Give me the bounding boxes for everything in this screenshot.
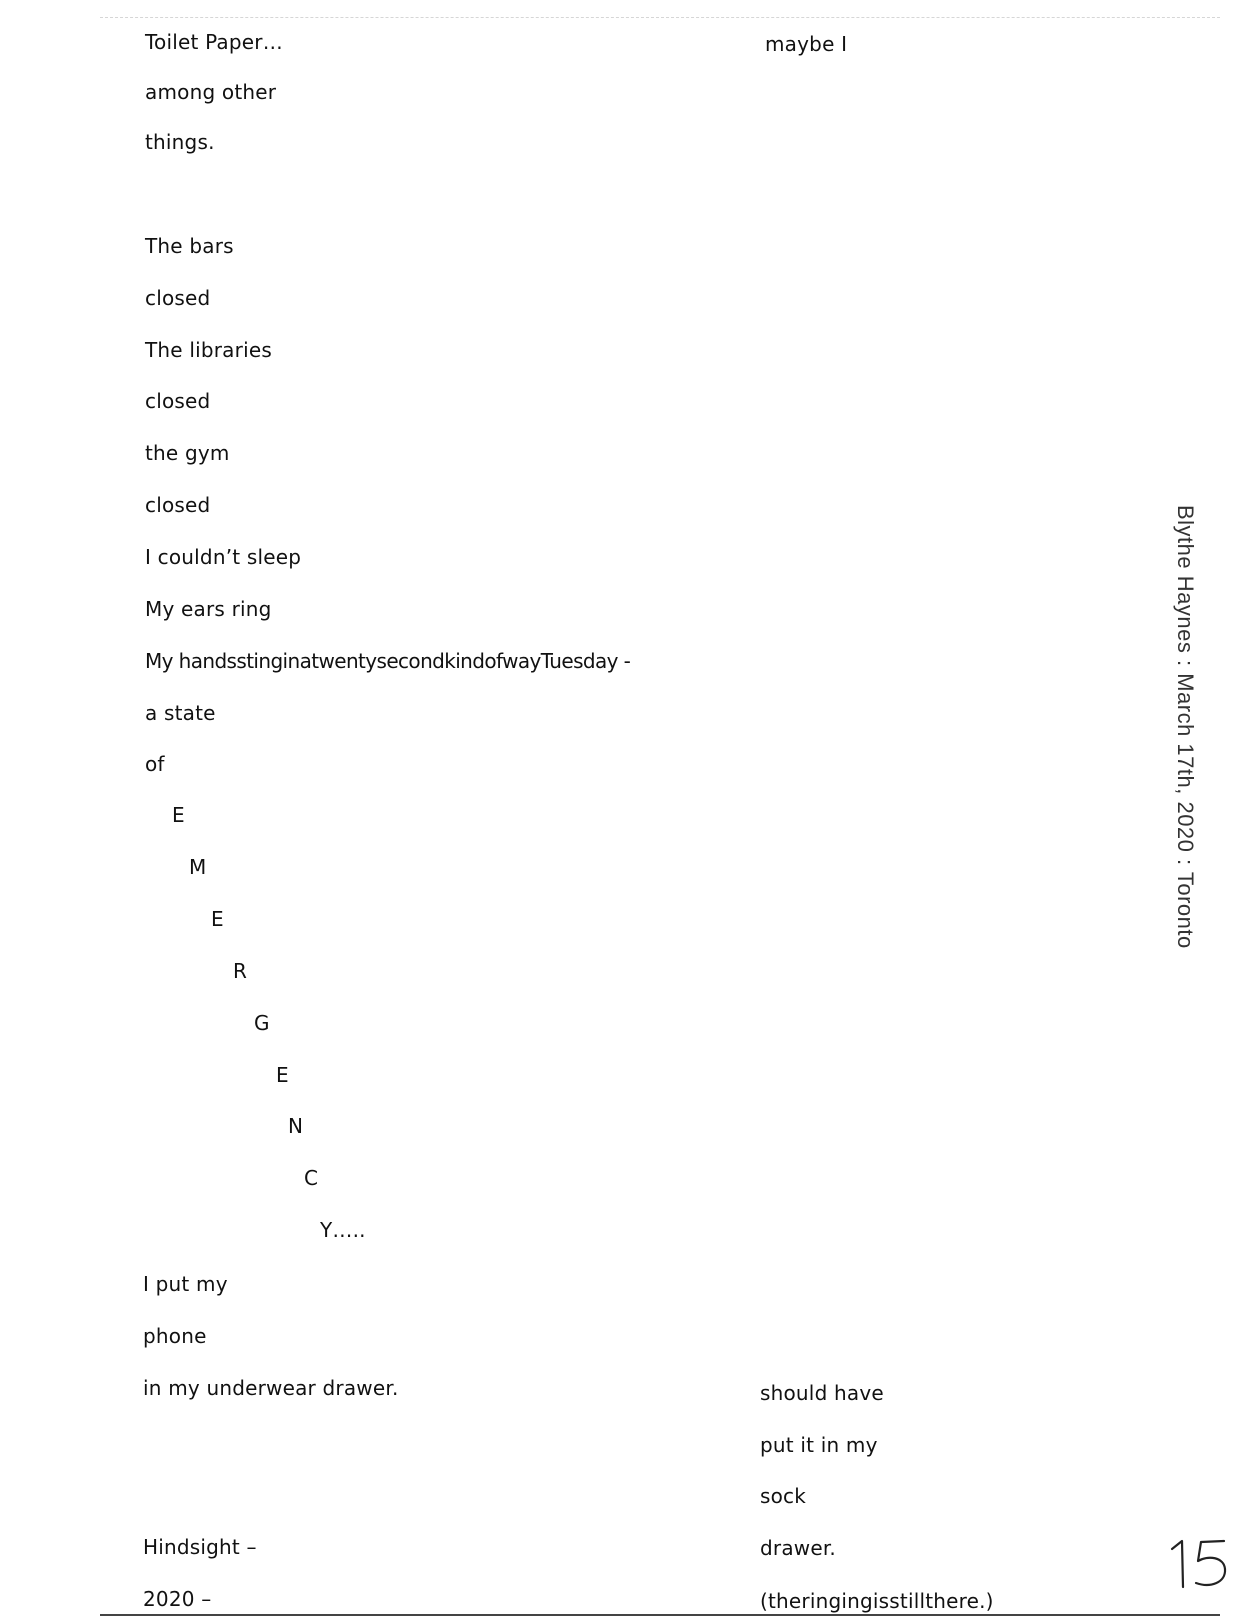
emergency-letter: Y….. bbox=[320, 1218, 366, 1242]
emergency-letter: N bbox=[288, 1114, 304, 1138]
poem-line: I put my bbox=[143, 1272, 228, 1296]
poem-line: I couldn’t sleep bbox=[145, 545, 302, 569]
poem-line-right: maybe I bbox=[765, 32, 848, 56]
poem-line: My handsstinginatwentysecondkindofwayTuesday - bbox=[145, 649, 631, 673]
poem-line: among other bbox=[145, 80, 277, 104]
emergency-letter: R bbox=[233, 959, 248, 983]
emergency-letter: E bbox=[172, 803, 185, 827]
poem-line: My ears ring bbox=[145, 597, 272, 621]
emergency-letter: E bbox=[211, 907, 224, 931]
poem-line: Toilet Paper… bbox=[145, 30, 283, 54]
poem-line: 2020 – bbox=[143, 1587, 212, 1611]
poem-line: in my underwear drawer. bbox=[143, 1376, 399, 1400]
poem-line: Hindsight – bbox=[143, 1535, 257, 1559]
author-date-caption: Blythe Haynes : March 17th, 2020 : Toronto bbox=[1173, 505, 1198, 949]
poem-line: closed bbox=[145, 493, 211, 517]
poem-line: of bbox=[145, 752, 165, 776]
poem-line-right: (theringingisstillthere.) bbox=[760, 1589, 994, 1613]
poem-line: things. bbox=[145, 130, 215, 154]
handwritten-page-number bbox=[1168, 1535, 1236, 1591]
poem-line: closed bbox=[145, 286, 211, 310]
bottom-divider bbox=[100, 1614, 1220, 1616]
emergency-letter: M bbox=[189, 855, 207, 879]
poem-line-right: put it in my bbox=[760, 1433, 878, 1457]
poem-line: The libraries bbox=[145, 338, 272, 362]
emergency-letter: G bbox=[254, 1011, 270, 1035]
emergency-letter: C bbox=[304, 1166, 319, 1190]
top-divider bbox=[100, 17, 1220, 18]
poem-line: closed bbox=[145, 389, 211, 413]
poem-line: the gym bbox=[145, 441, 230, 465]
poem-line: a state bbox=[145, 701, 216, 725]
poem-line-right: should have bbox=[760, 1381, 884, 1405]
poem-line: The bars bbox=[145, 234, 234, 258]
poem-line: phone bbox=[143, 1324, 207, 1348]
poem-line-right: sock bbox=[760, 1484, 807, 1508]
poem-line-right: drawer. bbox=[760, 1536, 836, 1560]
emergency-letter: E bbox=[276, 1063, 289, 1087]
